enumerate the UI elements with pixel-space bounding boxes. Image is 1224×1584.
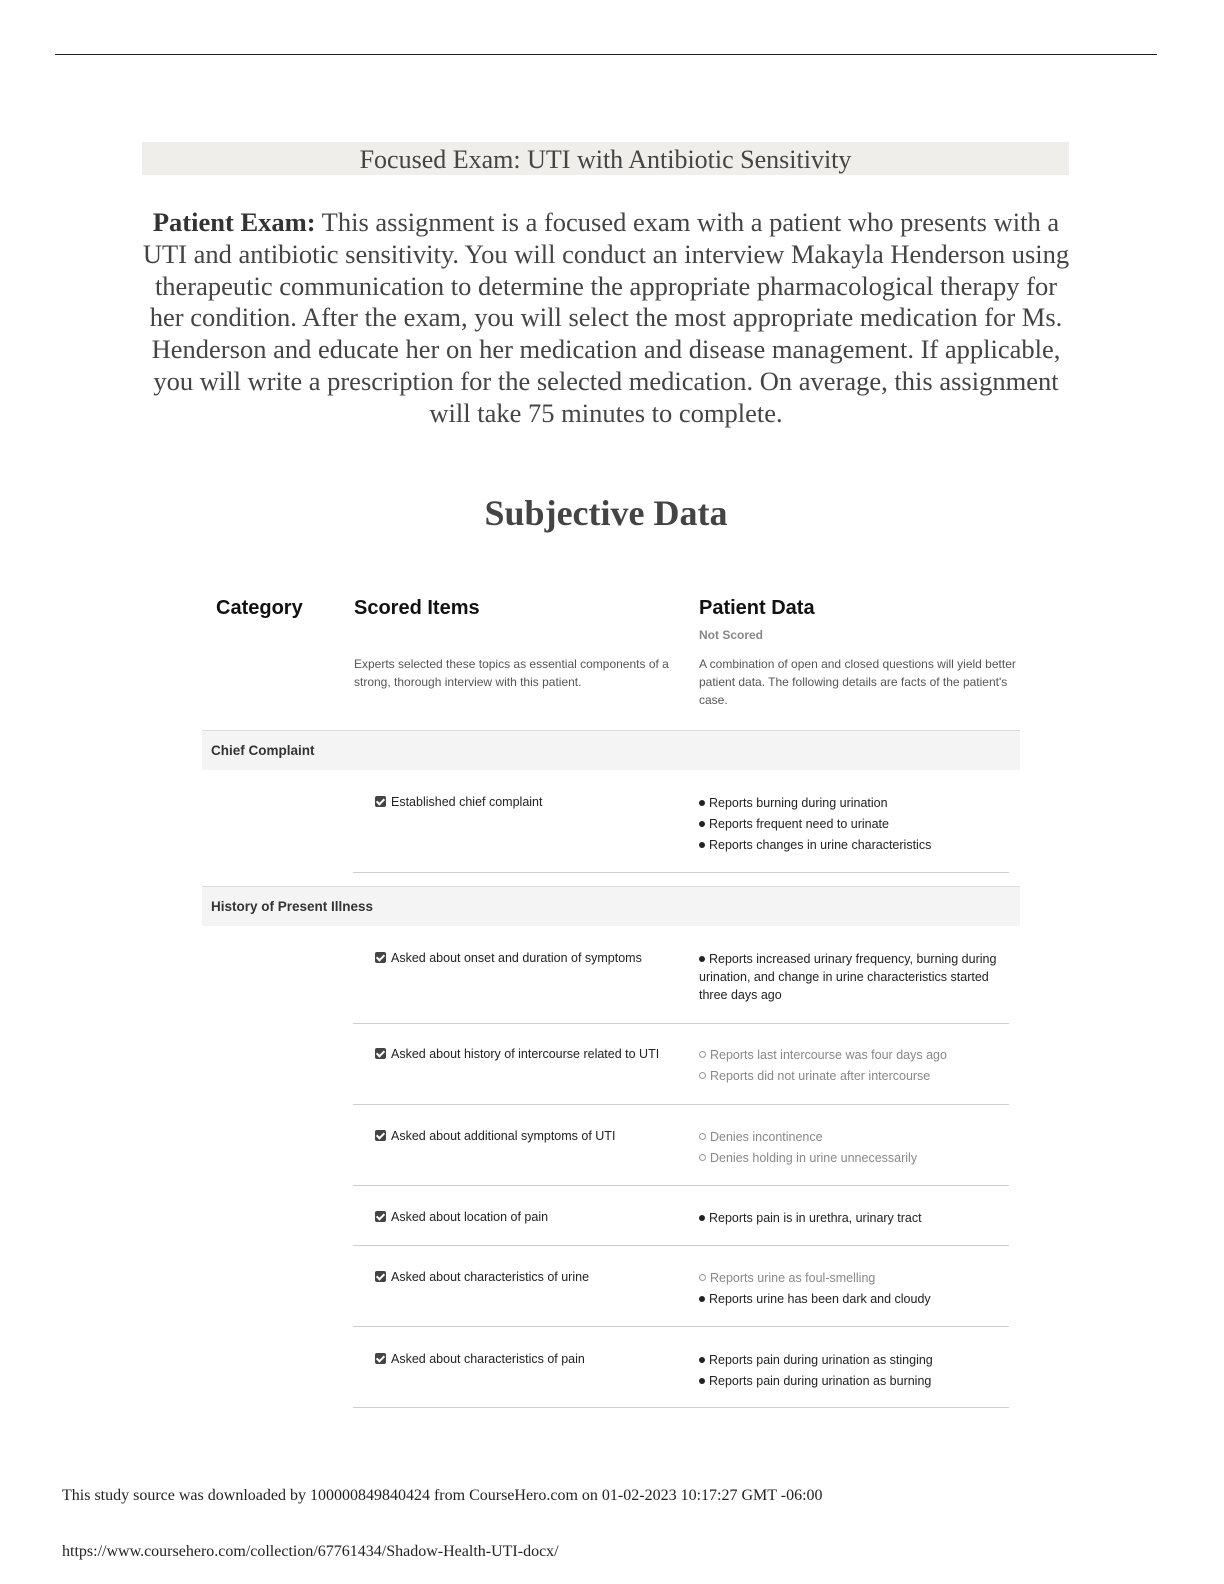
bullet-icon — [699, 1296, 705, 1302]
category-chief-complaint: Chief Complaint — [202, 730, 1020, 770]
list-item: Reports increased urinary frequency, burning during urination, and change in urine characteristics started three days ago — [699, 952, 997, 1002]
intro-text: This assignment is a focused exam with a patient who presents with a UTI and antibiotic sensitivity. You will conduct an interview Makayla Henderson using therapeutic communication to determine the appropriate pharmacological therapy for her condition. After the exam, you will select the most appropriate medication for Ms. Henderson and educate her on her medication and disease management. If applicable, you will write a prescription for the selected medication. On average, this assignment will take 75 minutes to complete. — [142, 207, 1070, 428]
table-row — [353, 771, 1009, 873]
checkbox-checked-icon — [375, 1211, 386, 1222]
intro-label: Patient Exam: — [152, 207, 316, 237]
bullet-icon — [699, 1378, 705, 1384]
list-item: Denies incontinence — [699, 1128, 1009, 1146]
scored-item: Asked about additional symptoms of UTI — [375, 1129, 615, 1143]
scored-item: Asked about characteristics of urine — [375, 1270, 589, 1284]
scored-item: Established chief complaint — [375, 795, 542, 809]
checkbox-checked-icon — [375, 1048, 386, 1059]
table-row — [353, 1246, 1009, 1327]
bullet-icon — [699, 1357, 705, 1363]
list-item: Reports last intercourse was four days ago — [699, 1046, 1009, 1064]
list-item: Denies holding in urine unnecessarily — [699, 1149, 1009, 1167]
list-item: Reports pain is in urethra, urinary tract — [699, 1209, 1009, 1227]
bullet-icon — [699, 821, 705, 827]
list-item: Reports did not urinate after intercourse — [699, 1067, 1009, 1085]
bullet-icon — [699, 1133, 706, 1140]
checkbox-checked-icon — [375, 796, 386, 807]
scored-item: Asked about history of intercourse related to UTI — [375, 1047, 659, 1061]
patient-data-list — [699, 1269, 1009, 1311]
checkbox-checked-icon — [375, 1353, 386, 1364]
scored-item: Asked about onset and duration of symptoms — [375, 951, 642, 965]
table-row — [353, 1105, 1009, 1186]
footer-source-text: This study source was downloaded by 100000849840424 from CourseHero.com on 01-02-2023 10:17:27 GMT -06:00 — [62, 1487, 823, 1504]
patient-data-list — [699, 1209, 1009, 1230]
patient-data-list — [699, 794, 1009, 857]
patient-data-list — [699, 1128, 1009, 1170]
list-item: Reports urine has been dark and cloudy — [699, 1290, 1009, 1308]
bullet-icon — [699, 1215, 705, 1221]
patient-data-list — [699, 950, 1009, 1007]
list-item: Reports burning during urination — [699, 794, 1009, 812]
footer-url[interactable]: https://www.coursehero.com/collection/67761434/Shadow-Health-UTI-docx/ — [62, 1543, 559, 1560]
bullet-icon — [699, 956, 705, 962]
document-title: Focused Exam: UTI with Antibiotic Sensitivity — [142, 142, 1069, 175]
header-scored-items: Scored Items — [354, 597, 480, 619]
patient-description: A combination of open and closed questions will yield better patient data. The following details are facts of the patient's case. — [699, 657, 1016, 707]
category-history-of-present-illness: History of Present Illness — [202, 886, 1020, 926]
section-heading: Subjective Data — [484, 493, 728, 533]
intro-paragraph — [140, 207, 1072, 430]
patient-data-list — [699, 1046, 1009, 1088]
list-item: Reports pain during urination as stinging — [699, 1351, 1009, 1369]
list-item: Reports pain during urination as burning — [699, 1372, 1009, 1390]
table-row — [353, 1327, 1009, 1408]
table-row — [353, 1186, 1009, 1246]
scored-item: Asked about characteristics of pain — [375, 1352, 585, 1366]
table-row — [353, 927, 1009, 1024]
bullet-icon — [699, 1072, 706, 1079]
scored-description: Experts selected these topics as essential components of a strong, thorough interview with this patient. — [354, 657, 669, 689]
list-item: Reports changes in urine characteristics — [699, 836, 1009, 854]
not-scored-label: Not Scored — [699, 628, 764, 642]
patient-data-list — [699, 1351, 1009, 1393]
bullet-icon — [699, 1154, 706, 1161]
bullet-icon — [699, 1051, 706, 1058]
header-category: Category — [216, 597, 303, 619]
checkbox-checked-icon — [375, 1271, 386, 1282]
scored-item: Asked about location of pain — [375, 1210, 548, 1224]
bullet-icon — [699, 1274, 706, 1281]
list-item: Reports frequent need to urinate — [699, 815, 1009, 833]
checkbox-checked-icon — [375, 952, 386, 963]
table-row — [353, 1024, 1009, 1105]
list-item: Reports urine as foul-smelling — [699, 1269, 1009, 1287]
bullet-icon — [699, 800, 705, 806]
header-patient-data: Patient Data — [699, 597, 815, 619]
bullet-icon — [699, 842, 705, 848]
checkbox-checked-icon — [375, 1130, 386, 1141]
top-rule — [55, 54, 1157, 55]
